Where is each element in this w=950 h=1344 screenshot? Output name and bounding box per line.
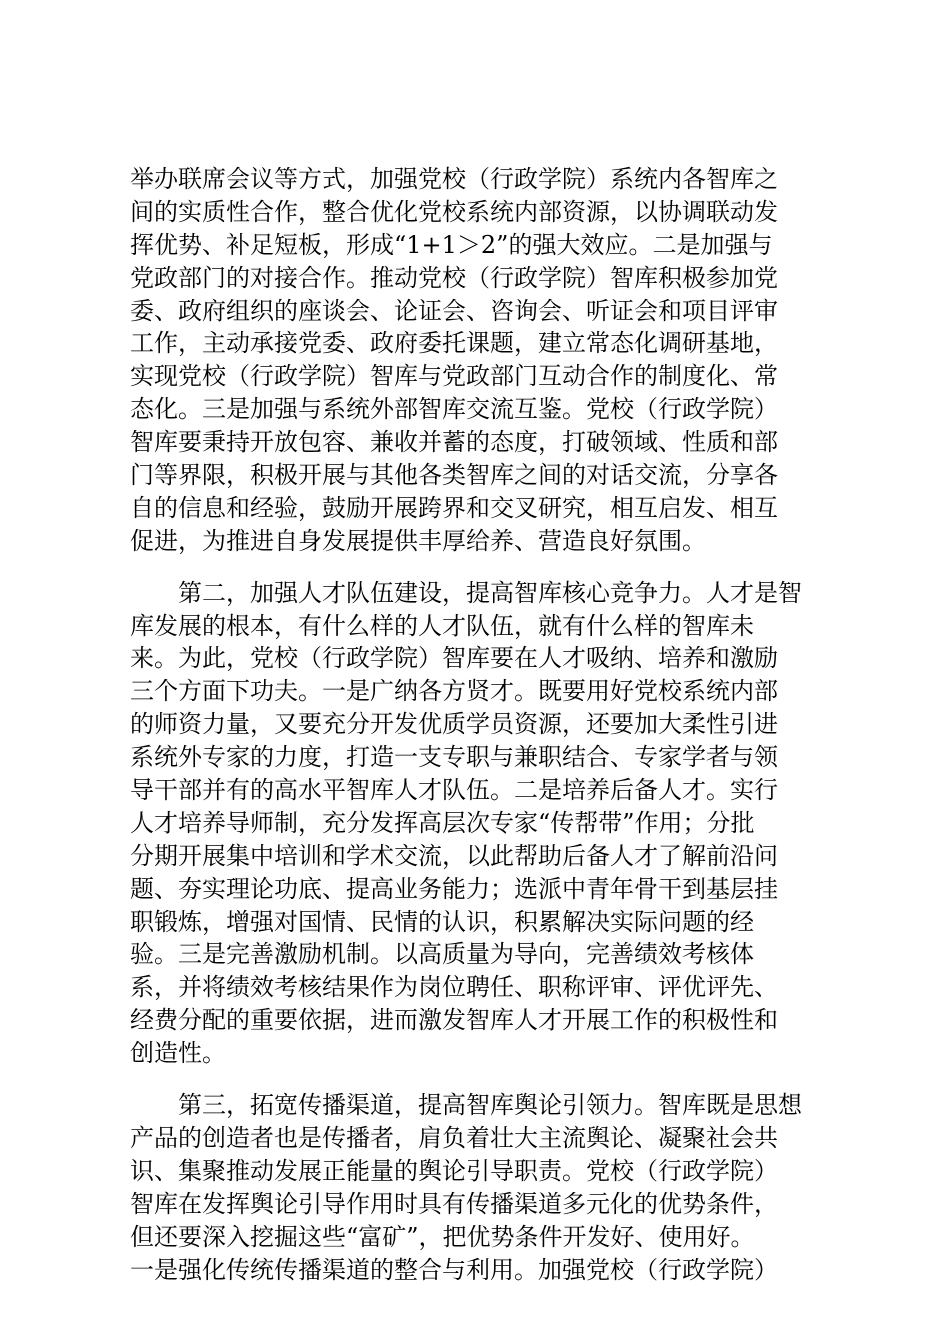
- paragraph-spacer: [130, 558, 826, 577]
- text-line: 一是强化传统传播渠道的整合与利用。加强党校（行政学院）: [130, 1255, 778, 1284]
- text-line: 促进，为推进自身发展提供丰厚给养、营造良好氛围。: [130, 526, 706, 555]
- text-line: 间的实质性合作，整合优化党校系统内部资源，以协调联动发: [130, 197, 778, 226]
- text-line: 分期开展集中培训和学术交流，以此帮助后备人才了解前沿问: [130, 841, 778, 870]
- text-line: 识、集聚推动发展正能量的舆论引导职责。党校（行政学院）: [130, 1156, 778, 1185]
- text-line: 职锻炼，增强对国情、民情的认识，积累解决实际问题的经: [130, 907, 754, 936]
- text-line: 但还要深入挖掘这些“富矿”，把优势条件开发好、使用好。: [130, 1222, 755, 1251]
- text-line: 智库在发挥舆论引导作用时具有传播渠道多元化的优势条件，: [130, 1189, 778, 1218]
- text-line: 党政部门的对接合作。推动党校（行政学院）智库积极参加党: [130, 263, 778, 292]
- text-line: 人才培养导师制，充分发挥高层次专家“传帮带”作用；分批: [130, 808, 755, 837]
- text-line: 举办联席会议等方式，加强党校（行政学院）系统内各智库之: [130, 165, 778, 193]
- text-line: 来。为此，党校（行政学院）智库要在人才吸纳、培养和激励: [130, 644, 778, 673]
- text-line: 创造性。: [130, 1039, 226, 1068]
- text-line: 态化。三是加强与系统外部智库交流互鉴。党校（行政学院）: [130, 395, 778, 424]
- text-line: 库发展的根本，有什么样的人才队伍，就有什么样的智库未: [130, 611, 754, 640]
- text-line: 委、政府组织的座谈会、论证会、咨询会、听证会和项目评审: [130, 296, 778, 325]
- text-line: 第三，拓宽传播渠道，提高智库舆论引领力。智库既是思想: [130, 1091, 802, 1120]
- paragraph-2: [130, 577, 826, 1070]
- text-line: 经费分配的重要依据，进而激发智库人才开展工作的积极性和: [130, 1006, 778, 1035]
- text-line: 产品的创造者也是传播者，肩负着壮大主流舆论、凝聚社会共: [130, 1123, 778, 1152]
- paragraph-1: [130, 163, 826, 558]
- text-line: 第二，加强人才队伍建设，提高智库核心竞争力。人才是智: [130, 578, 802, 607]
- text-line: 门等界限，积极开展与其他各类智库之间的对话交流，分享各: [130, 461, 778, 490]
- text-line: 验。三是完善激励机制。以高质量为导向，完善绩效考核体: [130, 940, 754, 969]
- text-line: 挥优势、补足短板，形成“1+1＞2”的强大效应。二是加强与: [130, 230, 773, 259]
- text-line: 导干部并有的高水平智库人才队伍。二是培养后备人才。实行: [130, 776, 778, 805]
- text-line: 的师资力量，又要充分开发优质学员资源，还要加大柔性引进: [130, 710, 778, 739]
- text-line: 系，并将绩效考核结果作为岗位聘任、职称评审、评优评先、: [130, 973, 778, 1002]
- paragraph-3: [130, 1089, 826, 1286]
- text-line: 三个方面下功夫。一是广纳各方贤才。既要用好党校系统内部: [130, 677, 778, 706]
- text-line: 自的信息和经验，鼓励开展跨界和交叉研究，相互启发、相互: [130, 493, 778, 522]
- text-line: 题、夯实理论功底、提高业务能力；选派中青年骨干到基层挂: [130, 874, 778, 903]
- text-line: 工作，主动承接党委、政府委托课题，建立常态化调研基地，: [130, 329, 778, 358]
- text-line: 智库要秉持开放包容、兼收并蓄的态度，打破领域、性质和部: [130, 428, 778, 457]
- text-line: 系统外专家的力度，打造一支专职与兼职结合、专家学者与领: [130, 743, 778, 772]
- paragraph-spacer: [130, 1070, 826, 1089]
- text-line: 实现党校（行政学院）智库与党政部门互动合作的制度化、常: [130, 362, 778, 391]
- document-body: [130, 163, 826, 1286]
